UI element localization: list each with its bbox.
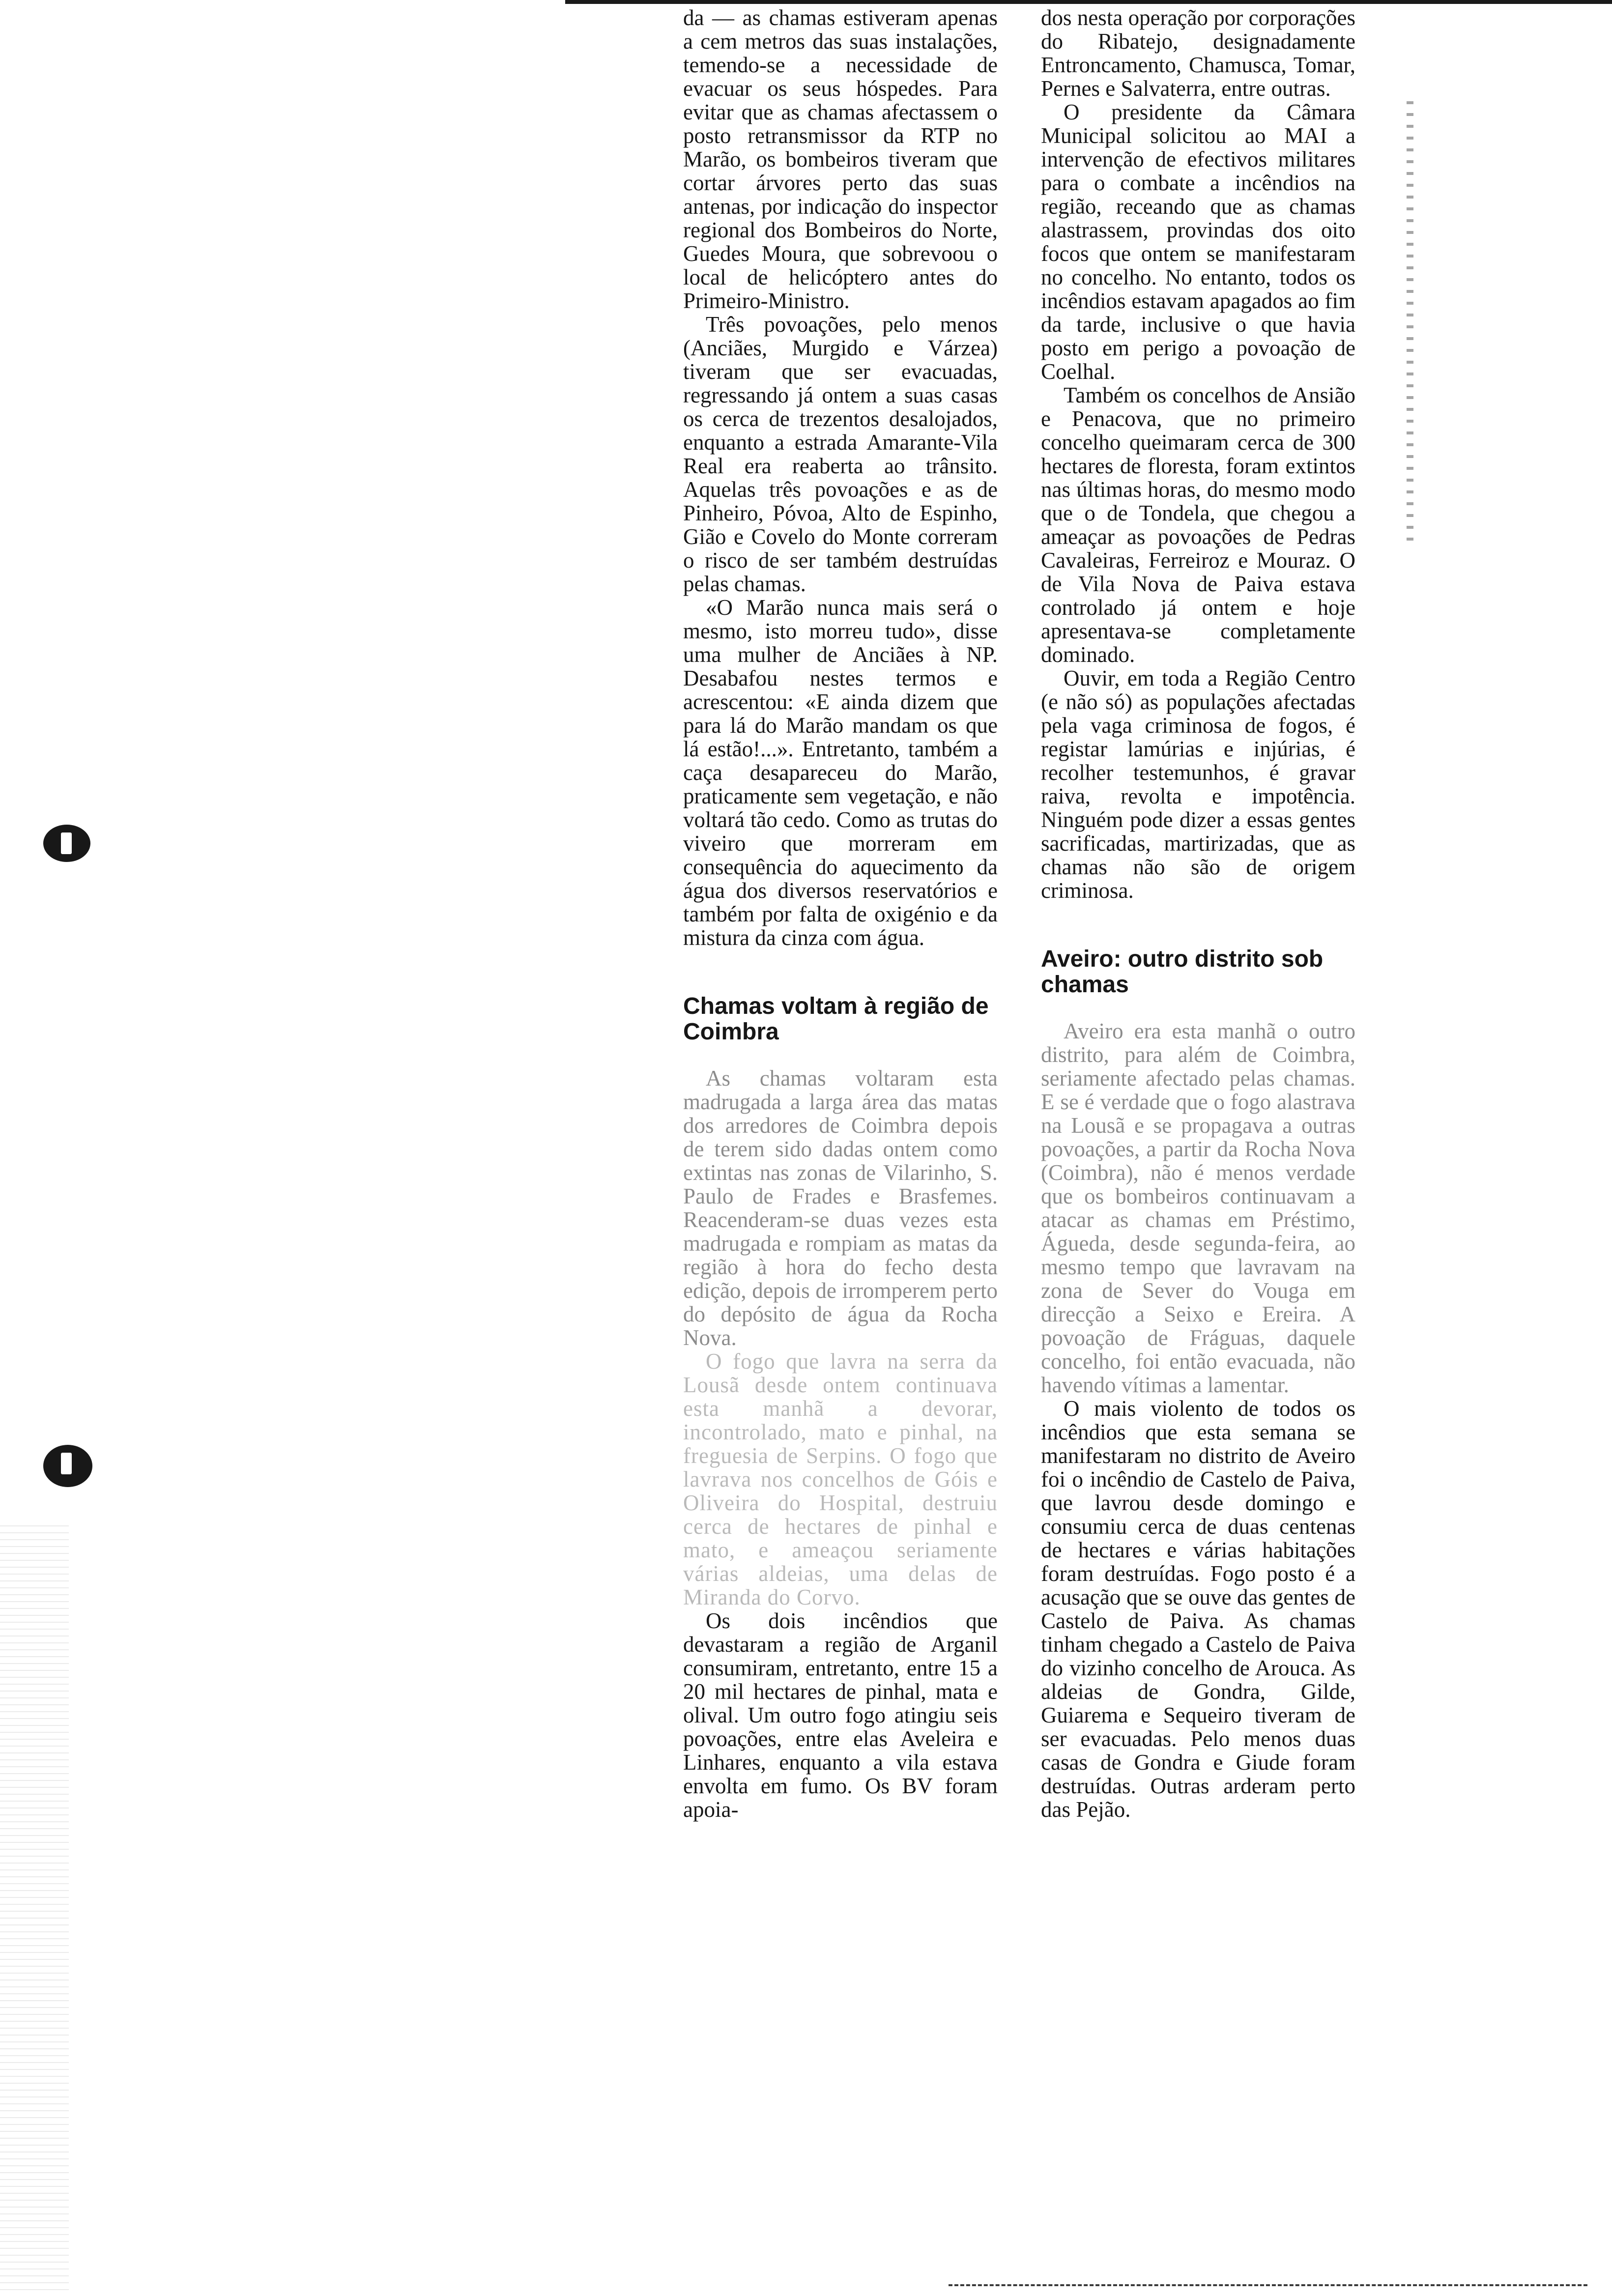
paragraph: Ouvir, em toda a Região Centro (e não só) as populações afectadas pela vaga criminosa de fogos, é registar lamúrias e injúrias, é recolher testemunhos, é gravar raiva, revolta e impotência. Ninguém pode dizer a essas gentes sacrificadas, martirizadas, que as chamas não são de origem criminosa. <box>1041 666 1355 903</box>
paragraph: dos nesta operação por corporações do Ribatejo, designadamente Entroncamento, Chamusca, Tomar, Pernes e Salvaterra, entre outras. <box>1041 5 1355 101</box>
section-heading: Aveiro: outro distrito sob chamas <box>1041 946 1324 998</box>
scan-margin-noise <box>1407 98 1413 541</box>
article-column-2 <box>1041 6 1355 1821</box>
paragraph-faded: O fogo que lavra na serra da Lousã desde ontem continuava esta manhã a devorar, incontrolado, mato e pinhal, na freguesia de Serpins. O fogo que lavrava nos concelhos de Góis e Oliveira do Hospital, destruiu cerca de hectares de pinhal e mato, e ameaçou seriamente várias aldeias, uma delas de Miranda do Corvo. <box>683 1349 998 1609</box>
top-rule <box>565 0 1612 4</box>
paragraph: As chamas voltaram esta madrugada a larga área das matas dos arredores de Coimbra depois de terem sido dadas ontem como extintas nas zonas de Vilarinho, S. Paulo de Frades e Brasfemes. Reacenderam-se duas vezes esta madrugada e rompiam as matas da região à hora do fecho desta edição, depois de irromperem perto do depósito de água da Rocha Nova. <box>683 1066 998 1350</box>
paragraph: da — as chamas estiveram apenas a cem metros das suas instalações, temendo-se a necessidade de evacuar os seus hóspedes. Para evitar que as chamas afectassem o posto retransmissor da RTP no Marão, os bombeiros tiveram que cortar árvores perto das suas antenas, por indicação do inspector regional dos Bombeiros do Norte, Guedes Moura, que sobrevoou o local de helicóptero antes do Primeiro-Ministro. <box>683 5 998 313</box>
bottom-rule <box>949 2284 1587 2288</box>
article-column-1 <box>683 6 998 1821</box>
paragraph: Três povoações, pelo menos (Anciães, Murgido e Várzea) tiveram que ser evacuadas, regressando já ontem a suas casas os cerca de trezentos desalojados, enquanto a estrada Amarante-Vila Real era reaberta ao trânsito. Aquelas três povoações e as de Pinheiro, Póvoa, Alto de Espinho, Gião e Covelo do Monte correram o risco de ser também destruídas pelas chamas. <box>683 312 998 596</box>
paragraph: Aveiro era esta manhã o outro distrito, para além de Coimbra, seriamente afectado pelas chamas. E se é verdade que o fogo alastrava na Lousã e se propagava a outras povoações, a partir da Rocha Nova (Coimbra), não é menos verdade que os bombeiros continuavam a atacar as chamas em Préstimo, Águeda, desde segunda-feira, ao mesmo tempo que lavravam na zona de Sever do Vouga em direcção a Seixo e Ereira. A povoação de Fráguas, daquele concelho, foi então evacuada, não havendo vítimas a lamentar. <box>1041 1019 1355 1397</box>
paragraph: O mais violento de todos os incêndios que esta semana se manifestaram no distrito de Aveiro foi o incêndio de Castelo de Paiva, que lavrou desde domingo e consumiu cerca de duas centenas de hectares e várias habitações foram destruídas. Fogo posto é a acusação que se ouve das gentes de Castelo de Paiva. As chamas tinham chegado a Castelo de Paiva do vizinho concelho de Arouca. As aldeias de Gondra, Gilde, Guiarema e Sequeiro tiveram de ser evacuadas. Pelo menos duas casas de Gondra e Giude foram destruídas. Outras arderam perto das Pejão. <box>1041 1396 1355 1822</box>
paragraph: «O Marão nunca mais será o mesmo, isto morreu tudo», disse uma mulher de Anciães à NP. Desabafou nestes termos e acrescentou: «E ainda dizem que para lá do Marão mandam os que lá estão!...». Entretanto, também a caça desapareceu do Marão, praticamente sem vegetação, e não voltará tão cedo. Como as trutas do viveiro que morreram em consequência do aquecimento da água dos diversos reservatórios e também por falta de oxigénio e da mistura da cinza com água. <box>683 595 998 950</box>
punch-hole <box>43 825 90 862</box>
scan-edge-noise <box>0 1523 69 2290</box>
paragraph: Os dois incêndios que devastaram a região de Arganil consumiram, entretanto, entre 15 a 20 mil hectares de pinhal, mata e olival. Um outro fogo atingiu seis povoações, entre elas Aveleira e Linhares, enquanto a vila estava envolta em fumo. Os BV foram apoia- <box>683 1608 998 1822</box>
punch-hole <box>43 1445 92 1487</box>
section-heading: Chamas voltam à região de Coimbra <box>683 993 989 1045</box>
paragraph: Também os concelhos de Ansião e Penacova, que no primeiro concelho queimaram cerca de 300 hectares de floresta, foram extintos nas últimas horas, do mesmo modo que o de Tondela, que chegou a ameaçar as povoações de Pedras Cavaleiras, Ferreiroz e Mouraz. O de Vila Nova de Paiva estava controlado já ontem e hoje apresentava-se completamente dominado. <box>1041 383 1355 667</box>
paragraph: O presidente da Câmara Municipal solicitou ao MAI a intervenção de efectivos militares para o combate a incêndios na região, receando que as chamas alastrassem, provindas dos oito focos que ontem se manifestaram no concelho. No entanto, todos os incêndios estavam apagados ao fim da tarde, inclusive o que havia posto em perigo a povoação de Coelhal. <box>1041 100 1355 384</box>
